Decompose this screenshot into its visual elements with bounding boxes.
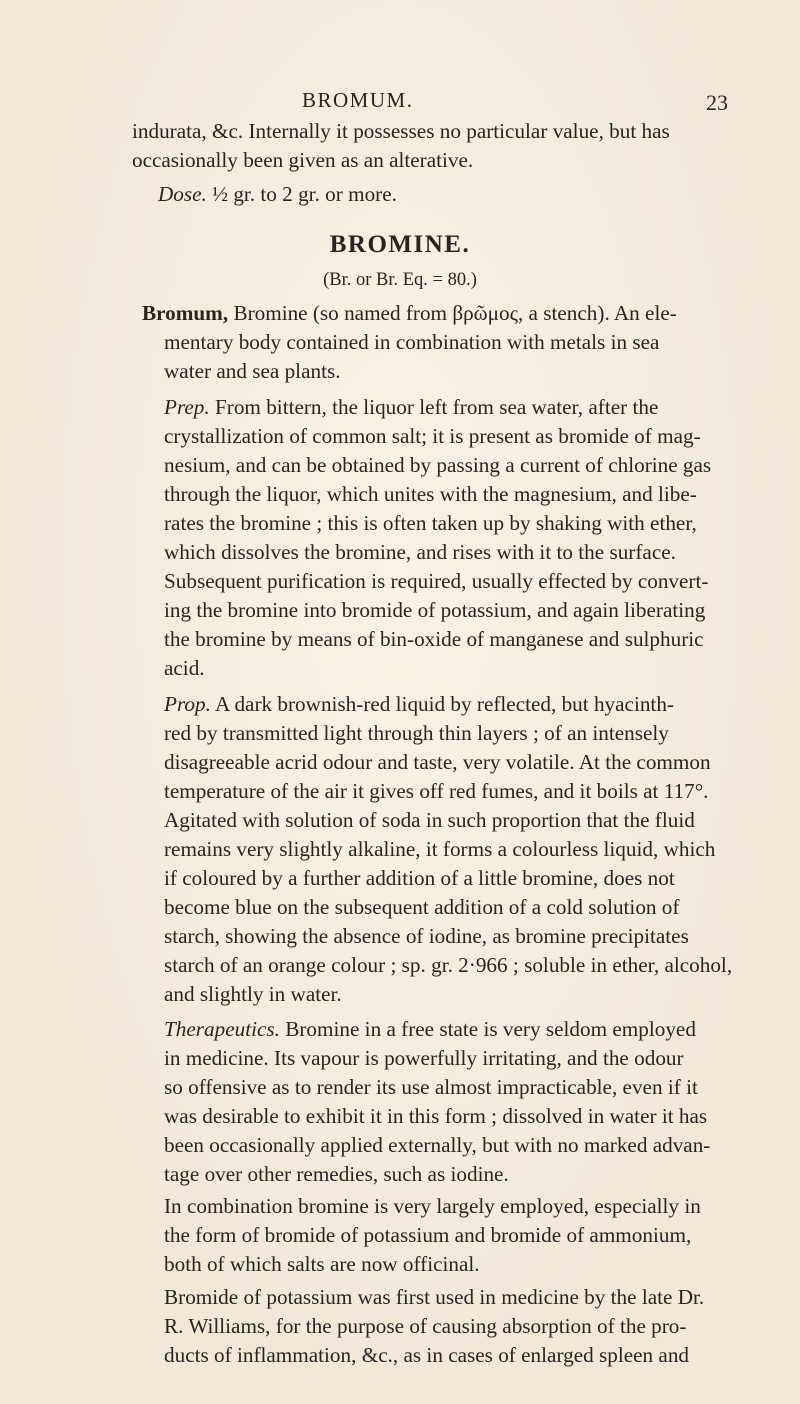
prep-line-7: Subsequent purification is required, usually effected by convert- xyxy=(164,569,709,593)
prop-line-6: remains very slightly alkaline, it forms a colourless liquid, which xyxy=(164,837,716,861)
therapeutics-line-3: so offensive as to render its use almost impracticable, even if it xyxy=(164,1075,698,1099)
prep-line-1 xyxy=(164,397,658,418)
prop-line-9: starch, showing the absence of iodine, as bromine precipitates xyxy=(164,924,689,948)
therapeutics-line-6: tage over other remedies, such as iodine. xyxy=(164,1162,509,1186)
dose-label: Dose. xyxy=(158,182,207,206)
prop-line-8: become blue on the subsequent addition of a cold solution of xyxy=(164,895,680,919)
prep-rest: From bittern, the liquor left from sea water, after the xyxy=(215,395,659,419)
prop-line-3: disagreeable acrid odour and taste, very volatile. At the common xyxy=(164,750,711,774)
prop-label: Prop. xyxy=(164,692,211,716)
prep-line-4: through the liquor, which unites with the magnesium, and libe- xyxy=(164,482,697,506)
prop-line-1 xyxy=(164,694,674,715)
running-head xyxy=(0,88,800,118)
page-number: 23 xyxy=(706,90,728,115)
intro-line-1: indurata, &c. Internally it possesses no particular value, but has xyxy=(132,119,670,143)
history-line-1: Bromide of potassium was first used in medicine by the late Dr. xyxy=(164,1285,705,1309)
prop-line-4: temperature of the air it gives off red fumes, and it boils at 117°. xyxy=(164,779,709,803)
dose-line xyxy=(158,184,397,205)
history-line-2: R. Williams, for the purpose of causing absorption of the pro- xyxy=(164,1314,687,1338)
prop-line-11: and slightly in water. xyxy=(164,982,342,1006)
history-line-3: ducts of inflammation, &c., as in cases of enlarged spleen and xyxy=(164,1343,690,1367)
prep-line-6: which dissolves the bromine, and rises with it to the surface. xyxy=(164,540,676,564)
prop-line-10: starch of an orange colour ; sp. gr. 2·966 ; soluble in ether, alcohol, xyxy=(164,953,733,977)
therapeutics-line-2: in medicine. Its vapour is powerfully irritating, and the odour xyxy=(164,1046,684,1070)
combination-line-3: both of which salts are now officinal. xyxy=(164,1252,480,1276)
definition-line-1 xyxy=(142,303,677,324)
prop-rest: A dark brownish-red liquid by reflected, but hyacinth- xyxy=(215,692,674,716)
prep-line-5: rates the bromine ; this is often taken up by shaking with ether, xyxy=(164,511,697,535)
intro-line-2: occasionally been given as an alterative. xyxy=(132,148,474,172)
section-formula: (Br. or Br. Eq. = 80.) xyxy=(323,270,477,290)
definition-rest: Bromine (so named from βρῶμος, a stench). An ele- xyxy=(233,301,677,325)
definition-line-3: water and sea plants. xyxy=(164,359,341,383)
prep-line-9: the bromine by means of bin-oxide of manganese and sulphuric xyxy=(164,627,704,651)
therapeutics-rest: Bromine in a free state is very seldom employed xyxy=(285,1017,696,1041)
therapeutics-label: Therapeutics. xyxy=(164,1017,280,1041)
prep-line-8: ing the bromine into bromide of potassium, and again liberating xyxy=(164,598,706,622)
prop-line-7: if coloured by a further addition of a little bromine, does not xyxy=(164,866,675,890)
running-title: BROMUM. xyxy=(302,88,414,112)
definition-term: Bromum, xyxy=(142,301,229,325)
combination-line-1: In combination bromine is very largely employed, especially in xyxy=(164,1194,701,1218)
therapeutics-line-4: was desirable to exhibit it in this form ; dissolved in water it has xyxy=(164,1104,708,1128)
prop-line-5: Agitated with solution of soda in such proportion that the fluid xyxy=(164,808,695,832)
therapeutics-line-5: been occasionally applied externally, but with no marked advan- xyxy=(164,1133,711,1157)
combination-line-2: the form of bromide of potassium and bromide of ammonium, xyxy=(164,1223,692,1247)
definition-line-2: mentary body contained in combination with metals in sea xyxy=(164,330,660,354)
prop-line-2: red by transmitted light through thin layers ; of an intensely xyxy=(164,721,669,745)
dose-text: ½ gr. to 2 gr. or more. xyxy=(212,182,397,206)
prep-line-3: nesium, and can be obtained by passing a current of chlorine gas xyxy=(164,453,712,477)
prep-line-2: crystallization of common salt; it is present as bromide of mag- xyxy=(164,424,701,448)
section-heading: BROMINE. xyxy=(329,231,471,258)
therapeutics-line-1 xyxy=(164,1019,696,1040)
prep-line-10: acid. xyxy=(164,656,205,680)
prep-label: Prep. xyxy=(164,395,210,419)
